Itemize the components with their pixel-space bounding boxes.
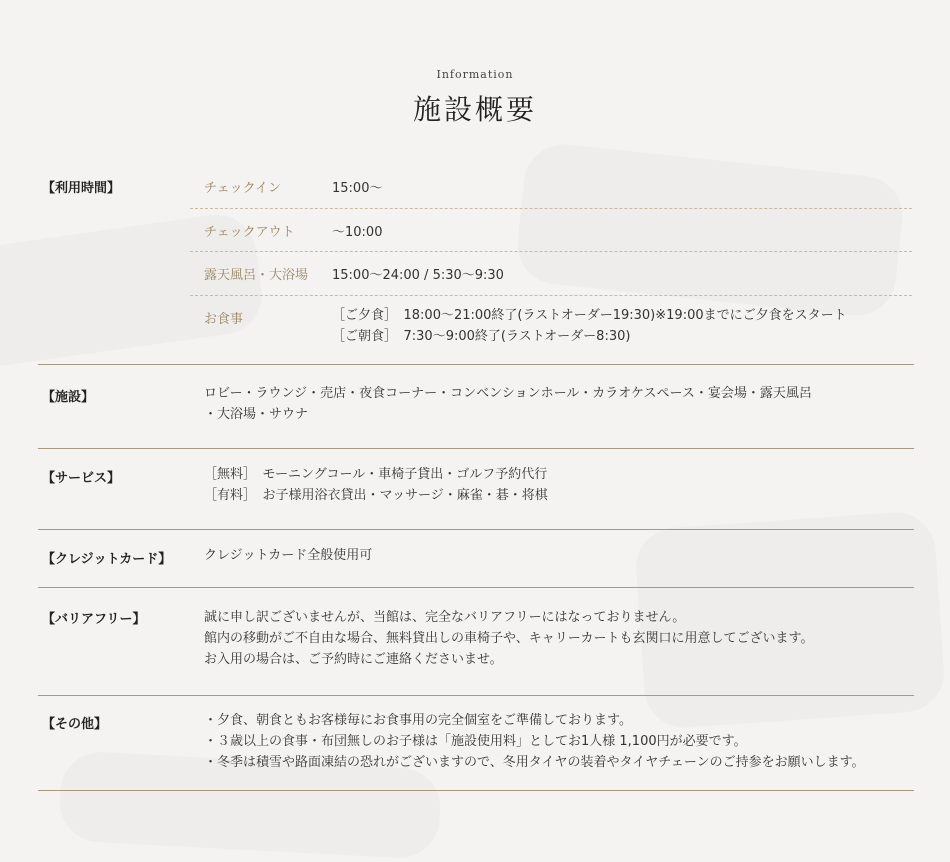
usage-hours-label: 【利用時間】 xyxy=(42,181,121,196)
services-list xyxy=(204,464,548,506)
breakfast-time: ［ご朝食］ 7:30〜9:00終了(ラストオーダー8:30) xyxy=(332,329,631,344)
dinner-time: ［ご夕食］ 18:00〜21:00終了(ラストオーダー19:30)※19:00までにご夕食をスタート xyxy=(332,308,847,323)
section-divider xyxy=(38,448,914,449)
section-divider xyxy=(38,587,914,588)
page-title: 施設概要 xyxy=(412,93,537,126)
credit-card-text: クレジットカード全般使用可 xyxy=(204,548,373,563)
checkin-label: チェックイン xyxy=(204,181,281,196)
barrier-free-line: 誠に申し訳ございませんが、当館は、完全なバリアフリーにはなっておりません。 xyxy=(204,610,686,625)
others-line: ・夕食、朝食ともお客様毎にお食事用の完全個室をご準備しております。 xyxy=(204,713,632,728)
credit-card-label: 【クレジットカード】 xyxy=(42,552,172,567)
free-services: ［無料］ モーニングコール・車椅子貸出・ゴルフ予約代行 xyxy=(204,467,548,482)
facilities-line: ロビー・ラウンジ・売店・夜食コーナー・コンベンションホール・カラオケスペース・宴会場・露天風呂 xyxy=(204,386,812,401)
checkout-value: 〜10:00 xyxy=(332,225,383,240)
section-divider xyxy=(38,364,914,365)
barrier-free-line: 館内の移動がご不自由な場合、無料貸出しの車椅子や、キャリーカートも玄関口に用意してございます。 xyxy=(204,631,814,646)
facilities-line: ・大浴場・サウナ xyxy=(204,407,309,422)
barrier-free-text xyxy=(204,607,813,670)
checkout-label: チェックアウト xyxy=(204,225,295,240)
section-divider xyxy=(38,790,914,791)
meal-times xyxy=(332,305,847,347)
row-divider xyxy=(190,208,912,209)
section-divider xyxy=(38,529,914,530)
barrier-free-label: 【バリアフリー】 xyxy=(42,612,146,627)
checkin-value: 15:00〜 xyxy=(332,181,383,196)
others-line: ・３歳以上の食事・布団無しのお子様は「施設使用料」としてお1人様 1,100円が必要です。 xyxy=(204,734,747,749)
row-divider xyxy=(190,251,912,252)
facilities-list xyxy=(204,383,812,425)
section-eyebrow: Information xyxy=(436,68,514,81)
services-label: 【サービス】 xyxy=(42,471,121,486)
bath-hours-value: 15:00〜24:00 / 5:30〜9:30 xyxy=(332,268,504,283)
others-list xyxy=(204,710,865,773)
background-brush-stroke xyxy=(514,141,907,320)
meal-label: お食事 xyxy=(204,312,244,327)
facilities-label: 【施設】 xyxy=(42,390,95,405)
row-divider xyxy=(190,295,912,296)
section-divider xyxy=(38,695,914,696)
paid-services: ［有料］ お子様用浴衣貸出・マッサージ・麻雀・碁・将棋 xyxy=(204,488,548,503)
bath-hours-label: 露天風呂・大浴場 xyxy=(204,268,309,283)
others-label: 【その他】 xyxy=(42,717,108,732)
barrier-free-line: お入用の場合は、ご予約時にご連絡くださいませ。 xyxy=(204,652,503,667)
others-line: ・冬季は積雪や路面凍結の恐れがございますので、冬用タイヤの装着やタイヤチェーンのご持参をお願いします。 xyxy=(204,755,865,770)
